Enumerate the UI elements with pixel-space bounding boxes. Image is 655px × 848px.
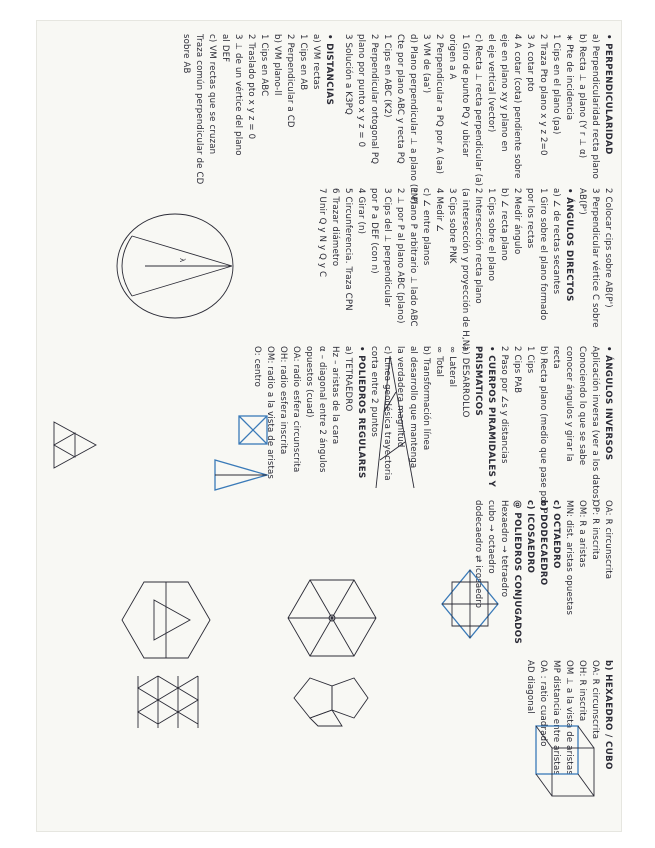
note-line: 2 Paso por ∠s y distancias	[499, 346, 509, 464]
section-heading: b) HEXAEDRO / CUBO	[603, 660, 613, 770]
note-line: 1 Cips sobre el plano	[486, 188, 496, 282]
note-line: OA: R circunscrita	[603, 500, 613, 580]
note-line: 2 Perpendicular a PQ por A (aa)	[434, 34, 444, 175]
note-line: plano por punto x y z = 0	[356, 34, 366, 148]
note-line: OP: R inscrita	[590, 500, 600, 560]
back-square	[552, 748, 594, 796]
note-line: ∞ Total	[434, 346, 444, 378]
section-heading: • ÁNGULOS INVERSOS	[603, 346, 613, 461]
note-line: por P a DEF (con n)	[369, 188, 379, 274]
note-line: a) Perpendicularidad recta plano	[590, 34, 600, 180]
note-line: c) ∠ entre planos	[421, 188, 431, 266]
inner-triangle	[154, 600, 190, 640]
note-line: 1 Giro de punto PQ y ubicar	[460, 34, 470, 158]
note-line: b) Recta plano (medio que pase por P	[538, 346, 548, 514]
section-heading: c) OCTAEDRO	[551, 500, 561, 569]
note-line: a) DESARROLLO	[460, 346, 470, 418]
note-line: 1 Cips	[525, 346, 535, 374]
note-line: 1 Giro sobre el plano formado	[538, 188, 548, 321]
pentagon	[332, 678, 368, 718]
pentagon	[310, 710, 342, 726]
note-line: MP distancia entre aristas	[551, 660, 561, 775]
note-line: 3 ⊥ de un vértice del plano	[233, 34, 243, 156]
sketch-line	[578, 774, 594, 796]
note-line: corta entre 2 puntos	[369, 346, 379, 438]
note-line: OM: R a aristas	[577, 500, 587, 568]
note-line: 1 Cips en el plano (pa)	[551, 34, 561, 135]
note-line: b) Recta ⊥ a plano (Y r ⊥ α)	[577, 34, 587, 159]
notebook-page	[36, 20, 622, 832]
sketch-line	[578, 726, 594, 748]
note-line: AB(P')	[577, 188, 587, 215]
note-line: b) Transformación línea	[421, 346, 431, 451]
note-line: al desarrollo que mantenga	[408, 346, 418, 469]
note-line: la verdadera magnitud	[395, 346, 405, 448]
note-line: 1 Cips en ABC (K2)	[382, 34, 392, 118]
triangle-inner	[54, 433, 75, 457]
note-line: c) Recta ⊥ recta perpendicular (a)	[473, 34, 483, 187]
sketch-line	[132, 266, 232, 296]
sketch-line	[536, 726, 552, 748]
sketch-arc	[122, 236, 132, 296]
note-line: a) TETRAEDRO	[343, 346, 353, 412]
note-line: α – diagonal entre 2 ángulos	[317, 346, 327, 473]
dodecahedron-sketch	[284, 570, 380, 666]
section-heading: • PERPENDICULARIDAD	[603, 34, 613, 155]
note-line: dodecaedro ⇄ icosaedro	[473, 500, 483, 609]
note-line: c) Línea geodésica trayectoria	[382, 346, 392, 481]
note-line: a) ∠ de rectas secantes	[551, 188, 561, 295]
note-line: AD diagonal	[525, 660, 535, 714]
section-heading: c) ICOSAEDRO	[525, 500, 535, 574]
section-heading: • CUERPOS PIRAMIDALES Y	[486, 346, 496, 488]
note-line: 5 Circunferencia. Traza CPN	[343, 188, 353, 311]
octahedron-sketch	[438, 566, 502, 642]
note-line: Traza común perpendicular de CD	[194, 34, 204, 185]
sketch-line	[536, 774, 552, 796]
note-line: origen a A	[447, 34, 457, 80]
note-line: Conociendo lo que se sabe	[577, 346, 587, 466]
note-line: Hexaedro → tetraedro	[499, 500, 509, 598]
sketch-line	[390, 356, 414, 488]
cube-sketch	[530, 720, 600, 806]
note-line: (a intersección y proyección de H,N)	[460, 188, 470, 350]
note-line: 3 Cips del ⊥ perpendicular	[382, 188, 392, 307]
section-heading: • ÁNGULOS DIRECTOS	[564, 188, 574, 302]
pentagon-net-sketch	[288, 668, 372, 728]
note-line: 2 Cips PAB	[512, 346, 522, 394]
note-line: eje en plano xy y plano en	[499, 34, 509, 152]
tetrahedron-sketch	[207, 412, 277, 494]
note-line: 2 Intersección recta plano	[473, 188, 483, 304]
section-heading: b) DODECAEDRO	[538, 500, 548, 586]
note-line: por los rectas	[525, 188, 535, 249]
column-angulos-inversos	[250, 346, 614, 514]
triangle-strip-sketch	[120, 674, 204, 730]
note-line: 2 ⊥ por P al plano ABC (plano)	[395, 188, 405, 324]
note-line: OA : ratio cuadrado	[538, 660, 548, 747]
note-line: 2 Perpendicular ortogonal PQ	[369, 34, 379, 165]
note-line: Cte por plano ABC y recta PQ	[395, 34, 405, 164]
note-line: a) VM rectas	[311, 34, 321, 90]
note-line: d) Plano perpendicular ⊥ a plano (PM)	[408, 34, 418, 204]
geodesic-sketch	[370, 352, 420, 492]
column-angulos-directos	[315, 188, 614, 350]
note-line: 3 VM de (aa')	[421, 34, 431, 94]
icosahedron-sketch	[118, 572, 214, 668]
note-line: al DEF	[220, 34, 230, 63]
note-line: 3 Perpendicular vértice C sobre	[590, 188, 600, 328]
note-line: el eje vertical (vector)	[486, 34, 496, 133]
note-line: 4 A cotar (cota) pendiente sobre	[512, 34, 522, 179]
sketch-label: λ	[178, 258, 186, 263]
note-line: b) ∠ recta plano	[499, 188, 509, 261]
blue-square	[536, 726, 578, 774]
note-line: ∞ Lateral	[447, 346, 457, 388]
note-line: 3 Cips sobre PNK	[447, 188, 457, 264]
note-line: recta	[551, 346, 561, 369]
cone-angle-sketch	[110, 196, 240, 336]
note-line: 1 Cips en ABC	[259, 34, 269, 97]
section-heading: @ POLIEDROS CONJUGADOS	[512, 500, 522, 645]
note-line: b) VM plano-ll	[272, 34, 282, 96]
note-line: OA: R circunscrita	[590, 660, 600, 740]
note-line: 2 Perpendicular a CD	[285, 34, 295, 128]
note-line: 4 Medir ∠	[434, 188, 444, 233]
note-line: sobre AB	[181, 34, 191, 74]
note-line: 3 A cotar pto	[525, 34, 535, 92]
section-heading: • POLIEDROS REGULARES	[356, 346, 366, 479]
section-heading: PRISMATICOS	[473, 346, 483, 417]
note-line: 7 Unir Q y N y Q y C	[317, 188, 327, 278]
strip-lines	[138, 676, 198, 728]
note-line: 2 Traslado pto x y z = 0	[246, 34, 256, 140]
section-heading: • DISTANCIAS	[324, 34, 334, 106]
note-line: opuestos (cuad)	[304, 346, 314, 418]
sketch-line	[380, 442, 405, 460]
note-line: 3 Solución a K3PQ	[343, 34, 353, 115]
note-line: 1 Cips en AB	[298, 34, 308, 91]
note-line: c) VM rectas que se cruzan	[207, 34, 217, 155]
note-line: OA: radio esfera circunscrita	[291, 346, 301, 473]
note-line: 2 Medir ángulo	[512, 188, 522, 255]
note-line: OH: R inscrita	[577, 660, 587, 722]
note-line: 1 Plano P arbitrario ⊥ lado ABC	[408, 188, 418, 327]
note-line: OM ⊥ a la vista de aristas	[564, 660, 574, 775]
note-line: 6 Trazar diámetro	[330, 188, 340, 267]
rotated-notes	[36, 20, 622, 832]
note-line: Aplicación inversa (ver a los datos)	[590, 346, 600, 503]
note-line: MN: dist. aristas opuestas	[564, 500, 574, 616]
note-line: 2 Traza Pto plano x y z 2=0	[538, 34, 548, 156]
triangle-net-sketch	[52, 420, 98, 470]
note-line: 4 Girar (n)	[356, 188, 366, 235]
note-line: O: centro	[252, 346, 262, 388]
strip-zigzag	[138, 676, 198, 724]
note-line: OH: radio esfera inscrita	[278, 346, 288, 455]
note-line: cubo → octaedro	[486, 500, 496, 574]
note-line: conocer ángulos y girar la	[564, 346, 574, 462]
note-line: 2 Colocar cips sobre AB(P')	[603, 188, 613, 308]
note-line: Hz – aristas de la cara	[330, 346, 340, 445]
note-line: OM: radio a la vista de aristas	[265, 346, 275, 480]
note-line: ∗ Pte de incidencia	[564, 34, 574, 121]
sketch-line	[376, 356, 390, 488]
